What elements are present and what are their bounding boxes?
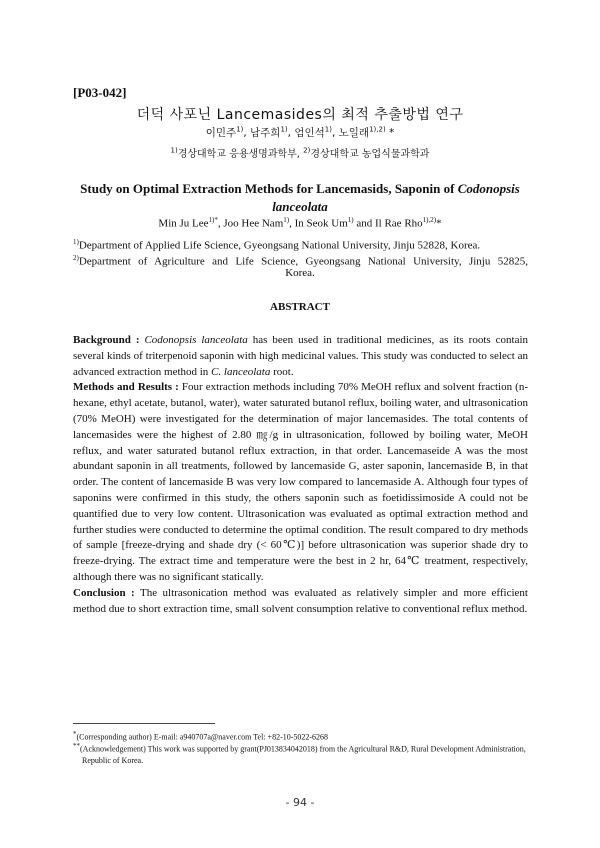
korean-affiliations — [70, 145, 530, 160]
separator: , — [331, 127, 339, 139]
affil-sup: 1) — [347, 216, 354, 224]
page-number: - 94 - — [285, 796, 315, 809]
affiliation-text: Department of Agriculture and Life Science, Gyeongsang National University, Jinju 52825, — [78, 255, 528, 268]
korean-title: 더덕 사포닌 Lancemasides의 최적 추출방법 연구 — [136, 107, 464, 123]
separator: , — [287, 127, 295, 139]
separator: , — [243, 127, 251, 139]
text-run: The ultrasonication method was evaluated as relatively simpler and more efficient method due to short extraction time, small solvent consumption relative to conventional reflux method. — [73, 586, 528, 615]
methods-paragraph — [73, 380, 528, 585]
footnote-mark: * — [73, 730, 77, 738]
author-name: , In Seok Um — [289, 217, 348, 230]
author-name: 노일래 — [338, 127, 370, 139]
affil-sup: 1) — [170, 146, 178, 155]
author-name: and Il Rae Rho — [353, 217, 423, 230]
species-name: C. lanceolata — [211, 365, 271, 378]
conclusion-label: Conclusion : — [73, 586, 135, 599]
affiliation-text: 경상대학교 응용생명과학부, — [177, 149, 304, 160]
footnote-text: (Acknowledgement) This work was supported by grant(PJ013834042018) from the Agricultural R&D, Rural Development Administration, Republic of Korea. — [80, 744, 526, 765]
author-name: , Joo Hee Nam — [217, 217, 284, 230]
affil-sup: 1)* — [208, 216, 218, 224]
affil-sup: 1) — [73, 238, 79, 246]
text-run: has been used in traditional medicines, as its roots contain several kinds of triterpenoid saponin with high medicinal values. This study was conducted to select an advanced extraction method in — [73, 334, 529, 378]
affiliation-2-continued: Korea. — [285, 267, 315, 279]
affil-sup: 1) — [280, 125, 288, 134]
text-run: root. — [270, 365, 294, 378]
affiliation-text: Department of Applied Life Science, Gyeongsang National University, Jinju 52828, Korea. — [78, 239, 481, 252]
english-title — [70, 180, 530, 216]
conclusion-paragraph — [73, 586, 528, 618]
korean-authors — [70, 125, 530, 140]
background-label: Background : — [73, 334, 140, 346]
footnote-text: (Corresponding author) E-mail: a940707a@naver.com Tel: +82-10-5022-6268 — [76, 732, 329, 742]
title-text: Study on Optimal Extraction Methods for Lancemasids, Saponin of — [80, 181, 458, 196]
english-authors — [70, 216, 530, 230]
footnote-acknowledgement — [73, 741, 542, 766]
author-name: 이민주 — [205, 127, 237, 139]
abstract-heading: ABSTRACT — [270, 301, 330, 313]
text-run: Four extraction methods including 70% MeOH reflux and solvent fraction (n-hexane, ethyl acetate, butanol, water), water saturated butanol reflux, boiling water, and ultrasonication (70% MeOH) were investigated for the determination of major lancemasides. The total contents of lancemasides were the highest of 2.80 ㎎/g in ultrasonication, followed by boiling water, MeOH reflux, and water saturated butanol reflux extraction, in that order. Lancemaseide A was the most abundant saponin in all treatments, followed by lancemaside G, aster saponin, lancemaside B, in that order. The content of lancemaside B was very low compared to lancemaside A. Although four types of saponins were confirmed in this study, the others saponin such as foetidissimoside A could not be quantified due to very low content. Ultrasonication was evaluated as optimal extraction method and further studies were conducted to determine the optimal condition. The result compared to dry methods of sample [freeze-drying and shade dry (< 60℃)] before ultrasonication was superior shade dry to freeze-drying. The extract time and temperature were the best in 2 hr, 64℃ treatment, respectively, although there was no significant statically. — [73, 381, 528, 583]
footnote-mark: ** — [73, 742, 80, 750]
affil-sup: 1) — [236, 125, 244, 134]
abstract-code: [P03-042] — [73, 85, 127, 100]
background-paragraph — [73, 333, 528, 380]
abstract-body — [73, 333, 528, 617]
title-species: Codonopsis lanceolata — [272, 181, 520, 214]
author-name: Min Ju Lee — [158, 217, 209, 230]
affil-sup: 1),2) — [422, 216, 437, 224]
affil-sup: 1) — [324, 125, 332, 134]
author-name: 남주희 — [250, 127, 281, 139]
corresponding-star: * — [385, 127, 395, 139]
footnote-rule — [73, 723, 215, 724]
corresponding-star: * — [436, 217, 442, 230]
affil-sup: 1),2) — [369, 125, 386, 134]
methods-label: Methods and Results : — [73, 381, 179, 394]
affil-sup: 1) — [283, 216, 290, 224]
species-name: Codonopsis lanceolata — [144, 334, 248, 346]
affil-sup: 2) — [303, 146, 311, 155]
author-name: 엄인석 — [294, 127, 325, 139]
affil-sup: 2) — [73, 254, 79, 262]
affiliation-text: 경상대학교 농업식물과학과 — [310, 149, 430, 160]
